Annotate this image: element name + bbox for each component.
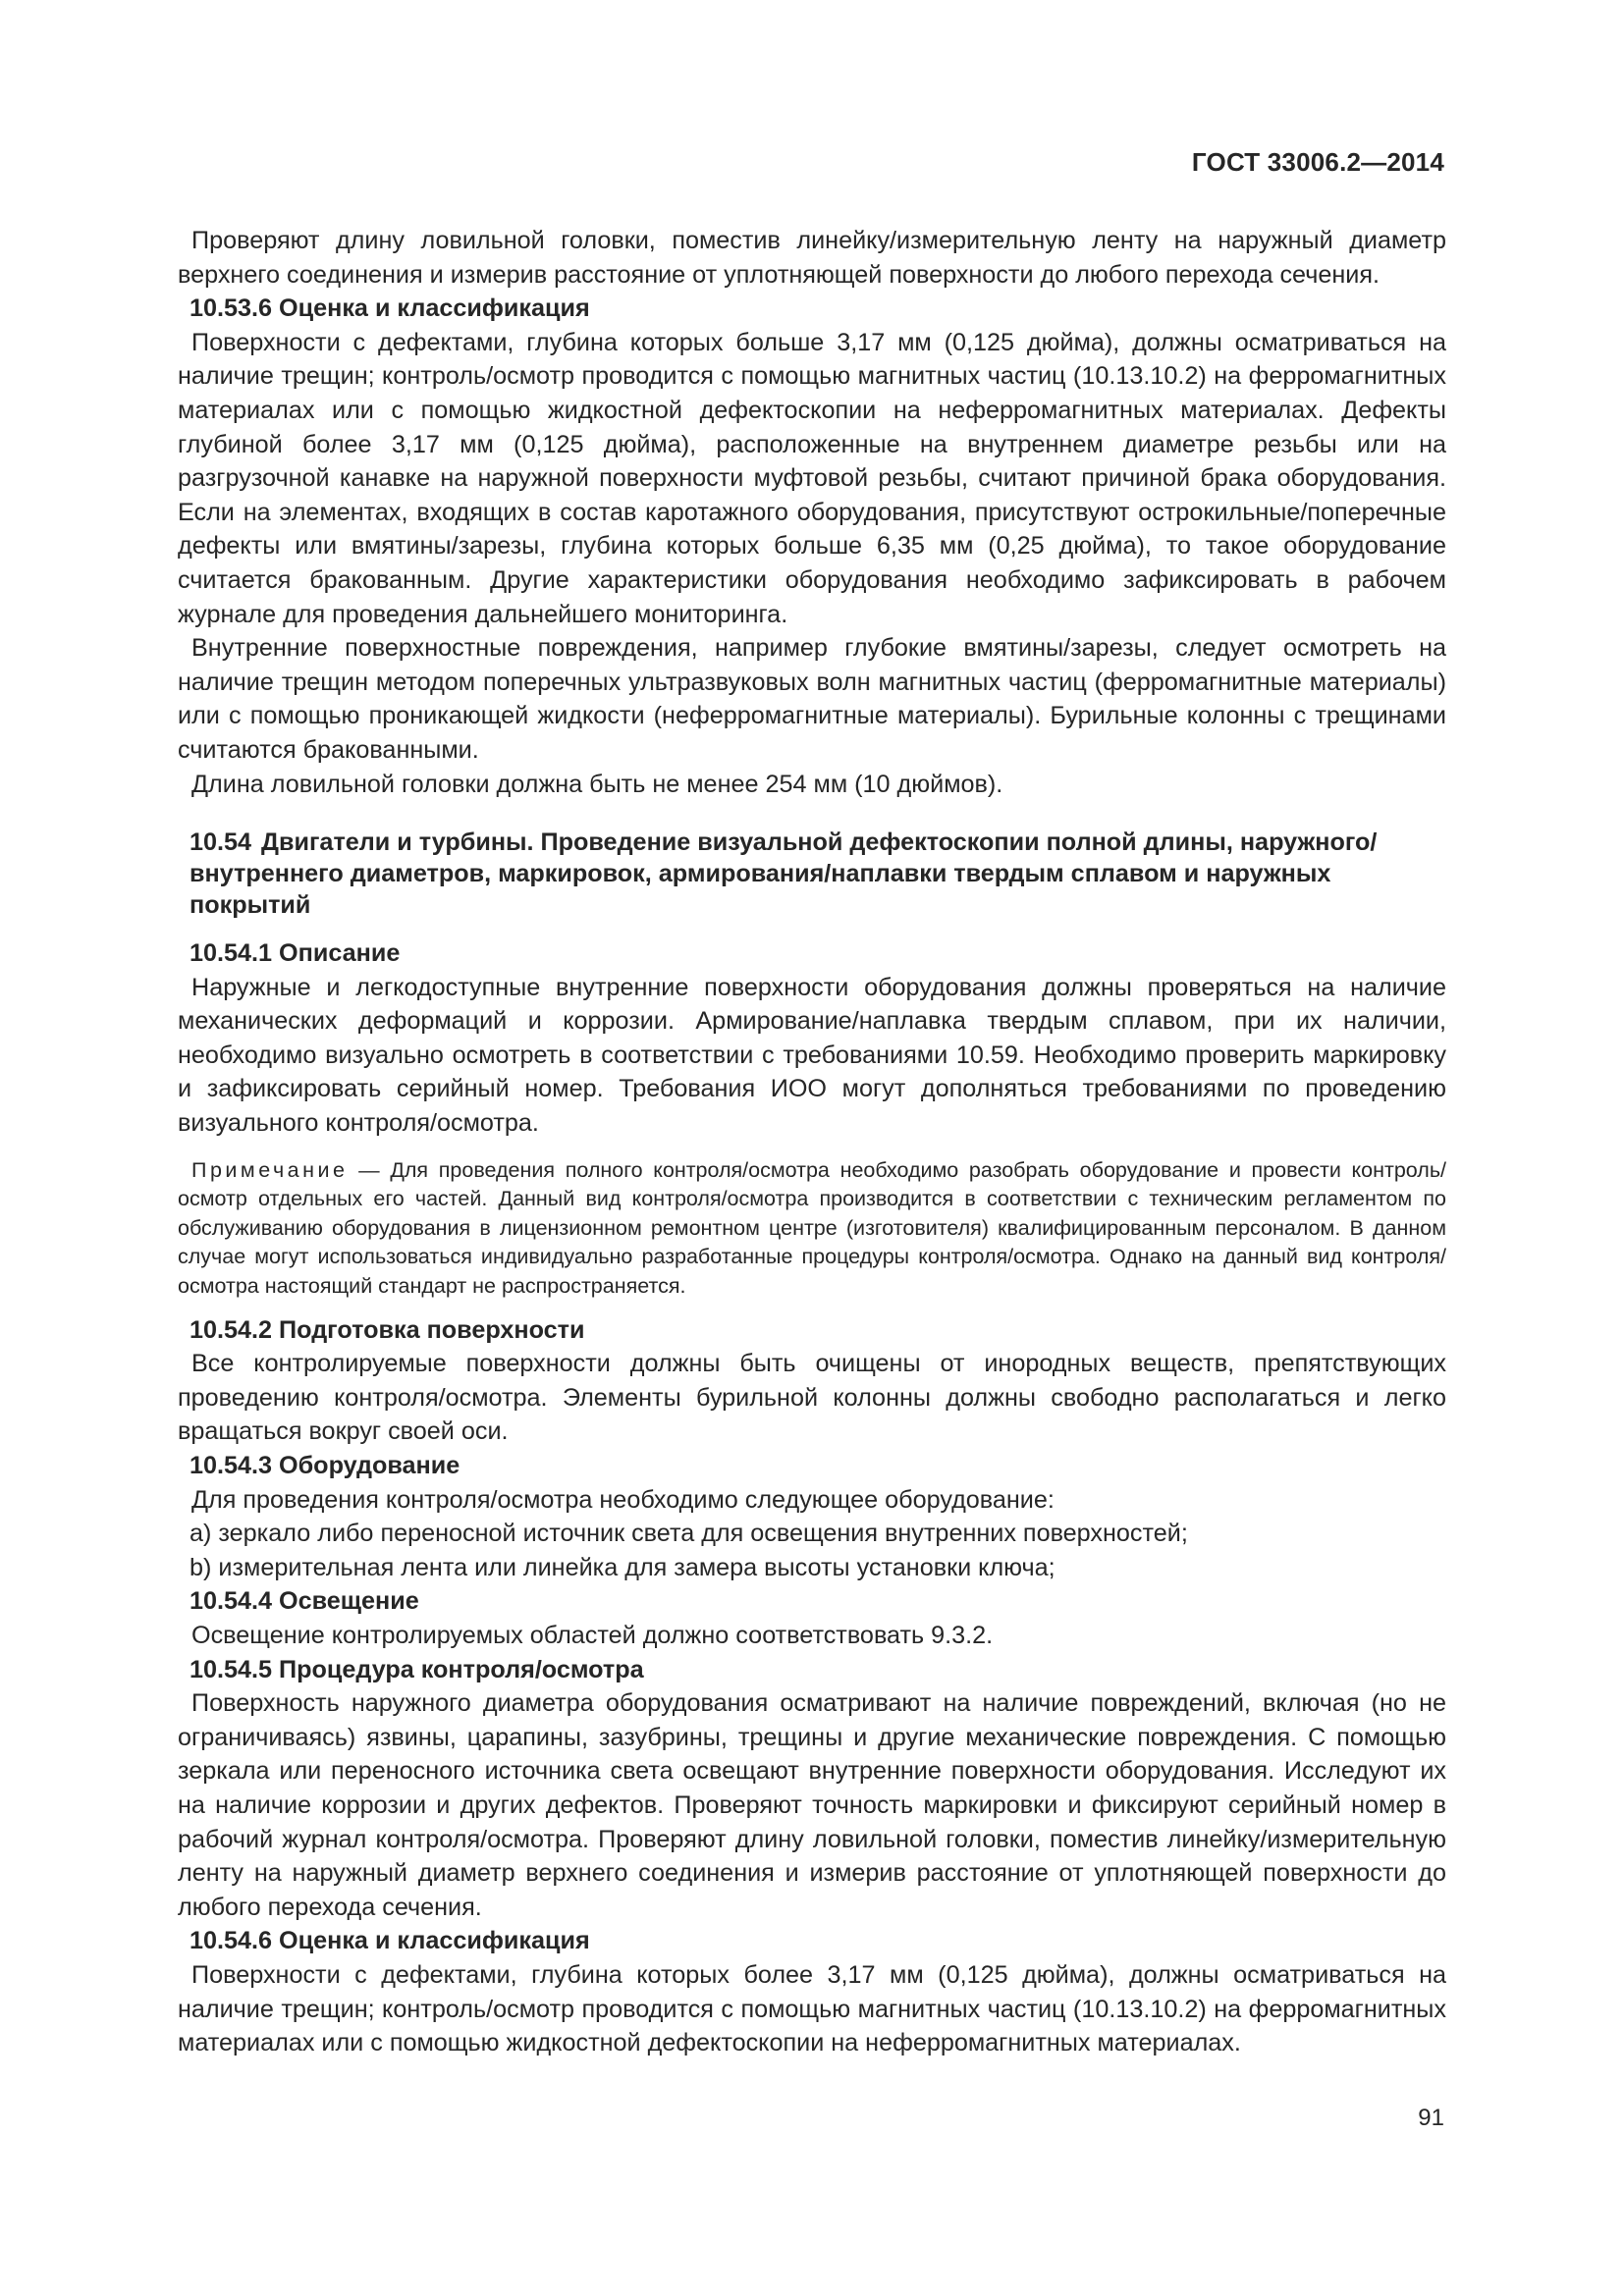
heading-10-54-2: 10.54.2 Подготовка поверхности	[189, 1315, 585, 1344]
section-title-10-54	[178, 827, 1446, 921]
paragraph-10-54-4: Освещение контролируемых областей должно соответствовать 9.3.2.	[191, 1621, 994, 1649]
paragraph-10-53-6-a: Поверхности с дефектами, глубина которых больше 3,17 мм (0,125 дюйма), должны осматриваться на наличие трещин; контроль/осмотр проводится с помощью магнитных частиц (10.13.10.2) на ферромагнитных материалах или с помощью жидкостной дефектоскопии на неферромагнитных материалах. Дефекты глубиной более 3,17 мм (0,125 дюйма), расположенные на внутреннем диаметре резьбы или на разгрузочной канавке на наружной поверхности муфтовой резьбы, считают причиной брака оборудования. Если на элементах, входящих в состав каротажного оборудования, присутствуют острокильные/поперечные дефекты или вмятины/зарезы, глубина которых больше 6,35 мм (0,25 дюйма), то такое оборудование считается бракованным. Другие характеристики оборудования необходимо зафиксировать в рабочем журнале для проведения дальнейшего мониторинга.	[178, 328, 1446, 628]
page-number: 91	[1418, 2105, 1444, 2131]
standard-header: ГОСТ 33006.2—2014	[1191, 147, 1444, 177]
paragraph-10-54-3: Для проведения контроля/осмотра необходимо следующее оборудование:	[191, 1485, 1055, 1514]
paragraph-10-54-6: Поверхности с дефектами, глубина которых более 3,17 мм (0,125 дюйма), должны осматриваться на наличие трещин; контроль/осмотр проводится с помощью магнитных частиц (10.13.10.2) на ферромагнитных материалах или с помощью жидкостной дефектоскопии на неферромагнитных материалах.	[178, 1960, 1446, 2057]
section-title-text: Двигатели и турбины. Проведение визуальной дефектоскопии полной длины, наружного/внутреннего диаметров, маркировок, армирования/наплавки твердым сплавом и наружных покрытий	[189, 828, 1378, 920]
section-number: 10.54	[189, 828, 252, 857]
heading-10-54-6: 10.54.6 Оценка и классификация	[189, 1927, 590, 1955]
heading-10-53-6: 10.53.6 Оценка и классификация	[189, 294, 590, 323]
paragraph-10-53-6-b: Внутренние поверхностные повреждения, например глубокие вмятины/зарезы, следует осмотреть на наличие трещин методом поперечных ультразвуковых волн магнитных частиц (ферромагнитные материалы) или с помощью проникающей жидкости (неферромагнитные материалы). Бурильные колонны с трещинами считаются бракованными.	[178, 634, 1446, 764]
heading-10-54-4: 10.54.4 Освещение	[189, 1587, 419, 1616]
note-label: Примечание	[191, 1157, 349, 1182]
paragraph-10-54-1: Наружные и легкодоступные внутренние поверхности оборудования должны проверяться на наличие механических деформаций и коррозии. Армирование/наплавка твердым сплавом, при их наличии, необходимо визуально осмотреть в соответствии с требованиями 10.59. Необходимо проверить маркировку и зафиксировать серийный номер. Требования ИОО могут дополняться требованиями по проведению визуального контроля/осмотра.	[178, 973, 1446, 1138]
heading-10-54-3: 10.54.3 Оборудование	[189, 1452, 460, 1479]
note-block	[178, 1156, 1446, 1302]
paragraph-intro: Проверяют длину ловильной головки, поместив линейку/измерительную ленту на наружный диаметр верхнего соединения и измерив расстояние от уплотняющей поверхности до любого перехода сечения.	[178, 227, 1446, 289]
paragraph-10-54-2: Все контролируемые поверхности должны быть очищены от инородных веществ, препятствующих проведению контроля/осмотра. Элементы бурильной колонны должны свободно располагаться и легко вращаться вокруг своей оси.	[178, 1350, 1446, 1446]
document-body	[178, 224, 1446, 2060]
paragraph-10-53-6-c: Длина ловильной головки должна быть не менее 254 мм (10 дюймов).	[191, 770, 1003, 798]
list-item-b: b) измерительная лента или линейка для замера высоты установки ключа;	[189, 1553, 1056, 1581]
heading-10-54-1: 10.54.1 Описание	[189, 939, 401, 968]
note-text: — Для проведения полного контроля/осмотра необходимо разобрать оборудование и провести контроль/осмотр отдельных его частей. Данный вид контроля/осмотра производится в соответствии с техническим регламентом по обслуживанию оборудования в лицензионном ремонтном центре (изготовителя) квалифицированным персоналом. В данном случае могут использоваться индивидуально разработанные процедуры контроля/осмотра. Однако на данный вид контроля/осмотра настоящий стандарт не распространяется.	[178, 1157, 1446, 1299]
paragraph-10-54-5: Поверхность наружного диаметра оборудования осматривают на наличие повреждений, включая (но не ограничиваясь) язвины, царапины, зазубрины, трещины и другие механические повреждения. С помощью зеркала или переносного источника света освещают внутренние поверхности оборудования. Исследуют их на наличие коррозии и других дефектов. Проверяют точность маркировки и фиксируют серийный номер в рабочий журнал контроля/осмотра. Проверяют длину ловильной головки, поместив линейку/измерительную ленту на наружный диаметр верхнего соединения и измерив расстояние от уплотняющей поверхности до любого перехода сечения.	[178, 1689, 1446, 1921]
heading-10-54-5: 10.54.5 Процедура контроля/осмотра	[189, 1655, 644, 1683]
list-item-a: а) зеркало либо переносной источник света для освещения внутренних поверхностей;	[189, 1520, 1188, 1548]
